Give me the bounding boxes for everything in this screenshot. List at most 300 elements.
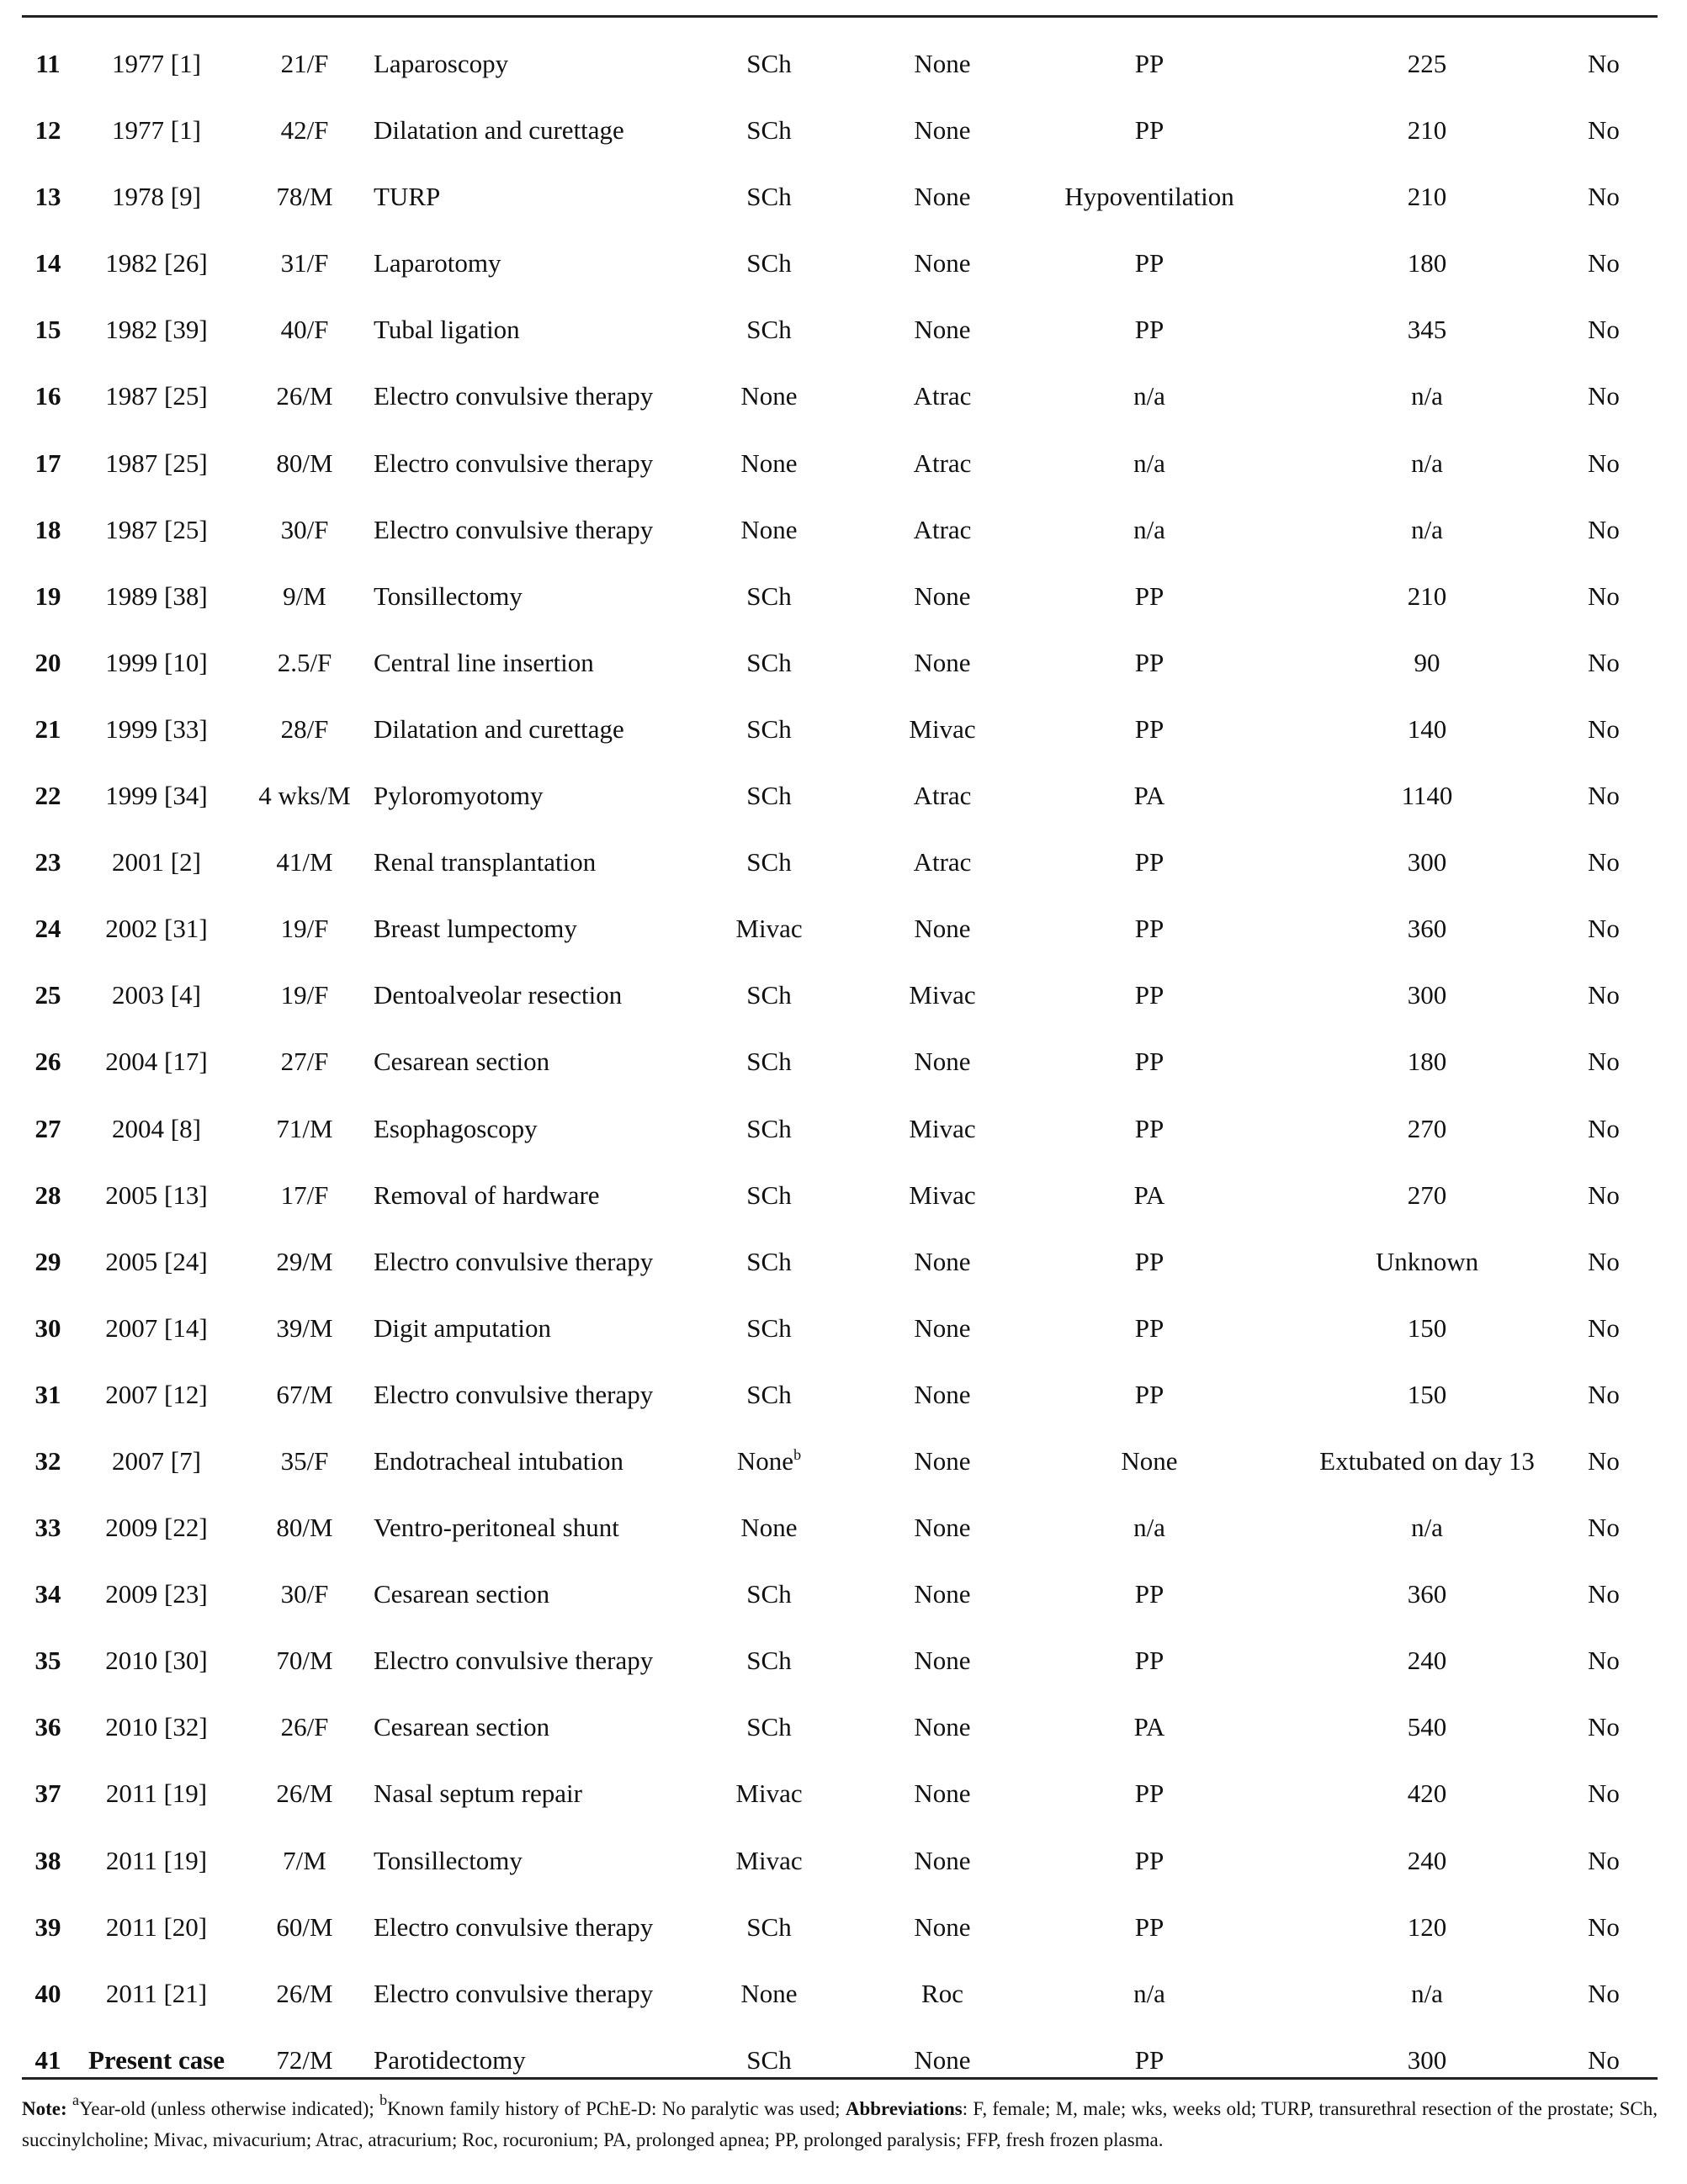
table-row	[22, 1428, 1658, 1494]
duration-text: 420	[1407, 1778, 1447, 1809]
table-row	[22, 496, 1658, 563]
complication-text: n/a	[1133, 514, 1165, 544]
cell-complication	[1015, 829, 1284, 895]
case-number-text: 40	[34, 1978, 61, 2008]
duration-text: 540	[1407, 1712, 1447, 1742]
paralytic-1-text: None	[740, 448, 798, 478]
cell-year-reference	[72, 163, 241, 230]
procedure-text: Cesarean section	[374, 1579, 550, 1609]
year-reference-text: 1982 [39]	[105, 315, 208, 345]
paralytic-1-text: None	[740, 381, 798, 411]
age-sex-text: 29/M	[276, 1246, 333, 1276]
cell-case-number	[27, 1494, 69, 1561]
ffp-text: No	[1588, 1179, 1620, 1210]
cell-complication	[1015, 1760, 1284, 1826]
cell-case-number	[27, 629, 69, 696]
case-number-text: 13	[34, 182, 61, 212]
complication-text: PA	[1133, 781, 1165, 811]
cell-ffp	[1528, 97, 1679, 163]
procedure-text: Esophagoscopy	[374, 1113, 538, 1143]
cell-ffp	[1528, 1228, 1679, 1295]
cell-paralytic-2	[858, 1095, 1027, 1162]
procedure-text: Digit amputation	[374, 1312, 551, 1343]
table-row	[22, 1361, 1658, 1428]
cell-case-number	[27, 895, 69, 962]
cell-procedure	[374, 762, 727, 829]
cell-procedure	[374, 1694, 727, 1760]
cell-ffp	[1528, 163, 1679, 230]
cell-paralytic-1	[685, 1960, 853, 2027]
cell-complication	[1015, 696, 1284, 762]
duration-text: Unknown	[1375, 1246, 1479, 1276]
cell-paralytic-2	[858, 1894, 1027, 1960]
paralytic-1-text: Mivac	[735, 1845, 803, 1875]
cell-procedure	[374, 629, 727, 696]
paralytic-2-text: Roc	[921, 1978, 963, 2008]
year-reference-text: 1987 [25]	[105, 448, 208, 478]
cell-complication	[1015, 1295, 1284, 1361]
case-number-text: 22	[34, 781, 61, 811]
paralytic-2-text: Mivac	[909, 713, 976, 744]
footnote-marker: b	[793, 1445, 802, 1463]
cell-year-reference	[72, 1561, 241, 1627]
cell-year-reference	[72, 1095, 241, 1162]
cell-procedure	[374, 962, 727, 1028]
case-number-text: 34	[34, 1579, 61, 1609]
procedure-text: Pyloromyotomy	[374, 781, 544, 811]
year-reference-text: 2005 [24]	[105, 1246, 208, 1276]
cell-paralytic-2	[858, 30, 1027, 97]
procedure-text: TURP	[374, 182, 441, 212]
cell-complication	[1015, 1894, 1284, 1960]
cell-case-number	[27, 563, 69, 629]
abbreviations-text: : F, female; M, male; wks, weeks old; TURP, transurethral resection of the prostate; SCh, succinylcholine; Mivac, mivacurium; Atrac, atracurium; Roc, rocuronium; PA, prolonged apnea; PP, prolonged paralysis; FFP, fresh frozen plasma.	[22, 2098, 1658, 2150]
cell-case-number	[27, 1361, 69, 1428]
cell-ffp	[1528, 1960, 1679, 2027]
complication-text: PP	[1134, 1845, 1164, 1875]
paralytic-2-text: None	[914, 182, 971, 212]
cell-age-sex	[242, 163, 367, 230]
age-sex-text: 31/F	[280, 248, 329, 278]
table-row	[22, 1295, 1658, 1361]
table-row	[22, 829, 1658, 895]
cell-paralytic-1	[685, 363, 853, 429]
cell-case-number	[27, 1694, 69, 1760]
footnote-a-text: Year-old (unless otherwise indicated);	[78, 2098, 380, 2119]
year-reference-text: 2005 [13]	[105, 1179, 208, 1210]
case-number-text: 30	[34, 1312, 61, 1343]
cell-paralytic-1	[685, 696, 853, 762]
cell-complication	[1015, 1228, 1284, 1295]
procedure-text: Electro convulsive therapy	[374, 381, 654, 411]
age-sex-text: 30/F	[280, 1579, 329, 1609]
table-row	[22, 1827, 1658, 1894]
cell-paralytic-1	[685, 1760, 853, 1826]
cell-procedure	[374, 563, 727, 629]
case-number-text: 31	[34, 1379, 61, 1409]
cell-ffp	[1528, 1627, 1679, 1694]
cell-ffp	[1528, 1028, 1679, 1095]
cell-year-reference	[72, 762, 241, 829]
paralytic-1-text: SCh	[746, 1712, 792, 1742]
procedure-text: Electro convulsive therapy	[374, 1646, 654, 1676]
footnote-marker-a: a	[72, 2091, 79, 2108]
cell-ffp	[1528, 829, 1679, 895]
duration-text: n/a	[1411, 1978, 1443, 2008]
duration-text: 1140	[1401, 781, 1453, 811]
ffp-text: No	[1588, 980, 1620, 1010]
ffp-text: No	[1588, 1778, 1620, 1809]
paralytic-2-text: None	[914, 1911, 971, 1942]
case-number-text: 35	[34, 1646, 61, 1676]
cell-case-number	[27, 1028, 69, 1095]
cell-paralytic-1	[685, 1627, 853, 1694]
complication-text: PP	[1134, 1312, 1164, 1343]
cell-ffp	[1528, 563, 1679, 629]
cell-procedure	[374, 696, 727, 762]
paralytic-1-text: SCh	[746, 1579, 792, 1609]
table-row	[22, 430, 1658, 496]
cell-paralytic-1	[685, 163, 853, 230]
ffp-text: No	[1588, 1579, 1620, 1609]
paralytic-2-text: None	[914, 1445, 971, 1476]
cell-paralytic-1	[685, 1162, 853, 1228]
paralytic-1-text: SCh	[746, 1246, 792, 1276]
case-number-text: 38	[34, 1845, 61, 1875]
ffp-text: No	[1588, 115, 1620, 146]
paralytic-1-text: SCh	[746, 1179, 792, 1210]
cell-procedure	[374, 30, 727, 97]
age-sex-text: 19/F	[280, 914, 329, 944]
procedure-text: Removal of hardware	[374, 1179, 600, 1210]
cell-paralytic-1	[685, 1095, 853, 1162]
case-number-text: 21	[34, 713, 61, 744]
ffp-text: No	[1588, 713, 1620, 744]
duration-text: n/a	[1411, 448, 1443, 478]
cell-paralytic-2	[858, 363, 1027, 429]
ffp-text: No	[1588, 1379, 1620, 1409]
year-reference-text: 1987 [25]	[105, 381, 208, 411]
cell-age-sex	[242, 97, 367, 163]
cell-paralytic-2	[858, 1361, 1027, 1428]
paralytic-1-text: SCh	[746, 980, 792, 1010]
cell-complication	[1015, 1960, 1284, 2027]
cell-age-sex	[242, 1694, 367, 1760]
cell-age-sex	[242, 629, 367, 696]
cell-year-reference	[72, 1960, 241, 2027]
cell-age-sex	[242, 496, 367, 563]
year-reference-text: 1999 [34]	[105, 781, 208, 811]
duration-text: 180	[1407, 1047, 1447, 1077]
paralytic-2-text: None	[914, 1513, 971, 1543]
cell-complication	[1015, 629, 1284, 696]
table-row	[22, 762, 1658, 829]
procedure-text: Laparoscopy	[374, 49, 509, 78]
table-row	[22, 30, 1658, 97]
cell-paralytic-1	[685, 1694, 853, 1760]
cell-age-sex	[242, 1960, 367, 2027]
cell-age-sex	[242, 1295, 367, 1361]
cell-year-reference	[72, 1694, 241, 1760]
paralytic-2-text: None	[914, 1845, 971, 1875]
procedure-text: Cesarean section	[374, 1712, 550, 1742]
age-sex-text: 26/M	[276, 381, 333, 411]
complication-text: PP	[1134, 1646, 1164, 1676]
year-reference-text: 2007 [7]	[112, 1445, 201, 1476]
cell-paralytic-2	[858, 1694, 1027, 1760]
table-row	[22, 1162, 1658, 1228]
year-reference-text: 2007 [14]	[105, 1312, 208, 1343]
cell-ffp	[1528, 1760, 1679, 1826]
cell-year-reference	[72, 1361, 241, 1428]
cell-paralytic-2	[858, 2027, 1027, 2093]
cell-complication	[1015, 97, 1284, 163]
cell-age-sex	[242, 363, 367, 429]
cell-ffp	[1528, 895, 1679, 962]
cell-ffp	[1528, 762, 1679, 829]
paralytic-1-text: SCh	[746, 182, 792, 212]
cell-paralytic-2	[858, 829, 1027, 895]
procedure-text: Electro convulsive therapy	[374, 514, 654, 544]
paralytic-2-text: None	[914, 49, 971, 78]
cell-year-reference	[72, 962, 241, 1028]
cell-paralytic-2	[858, 1960, 1027, 2027]
cell-ffp	[1528, 1494, 1679, 1561]
cell-case-number	[27, 1894, 69, 1960]
cell-paralytic-1	[685, 1561, 853, 1627]
ffp-text: No	[1588, 315, 1620, 345]
cell-year-reference	[72, 1162, 241, 1228]
cell-year-reference	[72, 1760, 241, 1826]
cell-procedure	[374, 1361, 727, 1428]
year-reference-text: 1982 [26]	[105, 248, 208, 278]
cell-complication	[1015, 1627, 1284, 1694]
procedure-text: Parotidectomy	[374, 2044, 526, 2075]
year-reference-text: 1999 [10]	[105, 647, 208, 677]
cell-procedure	[374, 1295, 727, 1361]
cell-year-reference	[72, 97, 241, 163]
complication-text: PP	[1134, 647, 1164, 677]
paralytic-2-text: Mivac	[909, 980, 976, 1010]
cell-procedure	[374, 1760, 727, 1826]
paralytic-2-text: None	[914, 580, 971, 611]
case-number-text: 26	[34, 1047, 61, 1077]
procedure-text: Electro convulsive therapy	[374, 448, 654, 478]
cell-procedure	[374, 1028, 727, 1095]
cell-complication	[1015, 1361, 1284, 1428]
cell-procedure	[374, 1827, 727, 1894]
year-reference-text: 2007 [12]	[105, 1379, 208, 1409]
cell-case-number	[27, 1627, 69, 1694]
cell-paralytic-1	[685, 1295, 853, 1361]
cell-paralytic-1	[685, 829, 853, 895]
cell-age-sex	[242, 1627, 367, 1694]
paralytic-1-text: SCh	[746, 1379, 792, 1409]
table-bottom-rule	[22, 2077, 1658, 2080]
paralytic-2-text: None	[914, 1312, 971, 1343]
procedure-text: Ventro-peritoneal shunt	[374, 1513, 619, 1543]
cell-complication	[1015, 1827, 1284, 1894]
cell-age-sex	[242, 1028, 367, 1095]
age-sex-text: 26/M	[276, 1978, 333, 2008]
cell-age-sex	[242, 563, 367, 629]
duration-text: n/a	[1411, 514, 1443, 544]
duration-text: 210	[1407, 182, 1447, 212]
complication-text: PP	[1134, 49, 1164, 78]
cell-ffp	[1528, 430, 1679, 496]
duration-text: 270	[1407, 1113, 1447, 1143]
cell-procedure	[374, 1627, 727, 1694]
complication-text: n/a	[1133, 448, 1165, 478]
paralytic-1-text: None	[740, 1513, 798, 1543]
procedure-text: Endotracheal intubation	[374, 1445, 623, 1476]
paralytic-2-text: Mivac	[909, 1113, 976, 1143]
year-reference-text: 2011 [21]	[105, 1978, 208, 2008]
cell-paralytic-2	[858, 1561, 1027, 1627]
cell-year-reference	[72, 30, 241, 97]
complication-text: PP	[1134, 847, 1164, 877]
cell-paralytic-1	[685, 296, 853, 363]
complication-text: PP	[1134, 914, 1164, 944]
cell-year-reference	[72, 1494, 241, 1561]
cell-ffp	[1528, 1428, 1679, 1494]
year-reference-text: 2003 [4]	[112, 980, 201, 1010]
case-number-text: 11	[35, 49, 61, 78]
age-sex-text: 27/F	[280, 1047, 329, 1077]
cell-procedure	[374, 97, 727, 163]
paralytic-2-text: None	[914, 2044, 971, 2075]
cell-age-sex	[242, 829, 367, 895]
table-row	[22, 1694, 1658, 1760]
paralytic-1-text: SCh	[746, 1312, 792, 1343]
cell-age-sex	[242, 430, 367, 496]
cell-case-number	[27, 762, 69, 829]
cell-case-number	[27, 1428, 69, 1494]
duration-text: 150	[1407, 1379, 1447, 1409]
cell-case-number	[27, 2027, 69, 2093]
cell-paralytic-1	[685, 230, 853, 296]
year-reference-text: 1989 [38]	[105, 580, 208, 611]
cell-procedure	[374, 1494, 727, 1561]
cell-year-reference	[72, 1428, 241, 1494]
cell-procedure	[374, 1095, 727, 1162]
case-number-text: 25	[34, 980, 61, 1010]
duration-text: 180	[1407, 248, 1447, 278]
cell-case-number	[27, 30, 69, 97]
age-sex-text: 17/F	[280, 1179, 329, 1210]
cell-case-number	[27, 230, 69, 296]
table-row	[22, 1494, 1658, 1561]
procedure-text: Dilatation and curettage	[374, 115, 624, 146]
cell-paralytic-2	[858, 1494, 1027, 1561]
cell-age-sex	[242, 895, 367, 962]
cell-complication	[1015, 1428, 1284, 1494]
cell-paralytic-2	[858, 1162, 1027, 1228]
cell-paralytic-2	[858, 1428, 1027, 1494]
cell-year-reference	[72, 1228, 241, 1295]
cell-year-reference	[72, 895, 241, 962]
cell-procedure	[374, 829, 727, 895]
cell-ffp	[1528, 363, 1679, 429]
cell-case-number	[27, 1960, 69, 2027]
ffp-text: No	[1588, 1911, 1620, 1942]
paralytic-2-text: None	[914, 248, 971, 278]
cell-ffp	[1528, 1894, 1679, 1960]
table-row	[22, 230, 1658, 296]
table-row	[22, 1627, 1658, 1694]
procedure-text: Electro convulsive therapy	[374, 1246, 654, 1276]
cell-paralytic-1	[685, 1028, 853, 1095]
case-number-text: 37	[34, 1778, 61, 1809]
cell-paralytic-1	[685, 762, 853, 829]
age-sex-text: 30/F	[280, 514, 329, 544]
cell-paralytic-1	[685, 1361, 853, 1428]
cell-case-number	[27, 97, 69, 163]
complication-text: PP	[1134, 1113, 1164, 1143]
paralytic-2-text: None	[914, 1778, 971, 1809]
paralytic-2-text: None	[914, 647, 971, 677]
cell-age-sex	[242, 762, 367, 829]
complication-text: PP	[1134, 713, 1164, 744]
cell-year-reference	[72, 1827, 241, 1894]
age-sex-text: 7/M	[283, 1845, 326, 1875]
ffp-text: No	[1588, 1312, 1620, 1343]
cell-ffp	[1528, 296, 1679, 363]
cell-case-number	[27, 363, 69, 429]
cell-procedure	[374, 430, 727, 496]
cell-paralytic-1	[685, 1494, 853, 1561]
cell-case-number	[27, 829, 69, 895]
duration-text: 360	[1407, 1579, 1447, 1609]
paralytic-1-text: Mivac	[735, 914, 803, 944]
cell-complication	[1015, 1028, 1284, 1095]
cell-year-reference	[72, 363, 241, 429]
case-number-text: 32	[34, 1445, 61, 1476]
duration-text: Extubated on day 13	[1319, 1445, 1535, 1476]
ffp-text: No	[1588, 1513, 1620, 1543]
table-footnote	[22, 2093, 1658, 2155]
duration-text: 360	[1407, 914, 1447, 944]
procedure-text: Electro convulsive therapy	[374, 1978, 654, 2008]
table-row	[22, 895, 1658, 962]
age-sex-text: 72/M	[276, 2044, 333, 2075]
cell-paralytic-2	[858, 496, 1027, 563]
table-row	[22, 629, 1658, 696]
duration-text: 90	[1414, 647, 1440, 677]
duration-text: 270	[1407, 1179, 1447, 1210]
table-row	[22, 1561, 1658, 1627]
age-sex-text: 2.5/F	[277, 647, 332, 677]
complication-text: PP	[1134, 2044, 1164, 2075]
complication-text: PP	[1134, 115, 1164, 146]
abbreviations-label: Abbreviations	[845, 2098, 963, 2119]
cell-paralytic-1	[685, 496, 853, 563]
ffp-text: No	[1588, 1047, 1620, 1077]
cell-age-sex	[242, 1494, 367, 1561]
paralytic-2-text: None	[914, 115, 971, 146]
cell-complication	[1015, 2027, 1284, 2093]
table-row	[22, 1228, 1658, 1295]
case-number-text: 33	[34, 1513, 61, 1543]
duration-text: n/a	[1411, 381, 1443, 411]
paralytic-1-text: SCh	[746, 713, 792, 744]
cell-paralytic-1	[685, 1894, 853, 1960]
complication-text: PP	[1134, 1911, 1164, 1942]
complication-text: n/a	[1133, 1513, 1165, 1543]
ffp-text: No	[1588, 781, 1620, 811]
year-reference-text: 2011 [19]	[105, 1778, 208, 1809]
age-sex-text: 80/M	[276, 1513, 333, 1543]
